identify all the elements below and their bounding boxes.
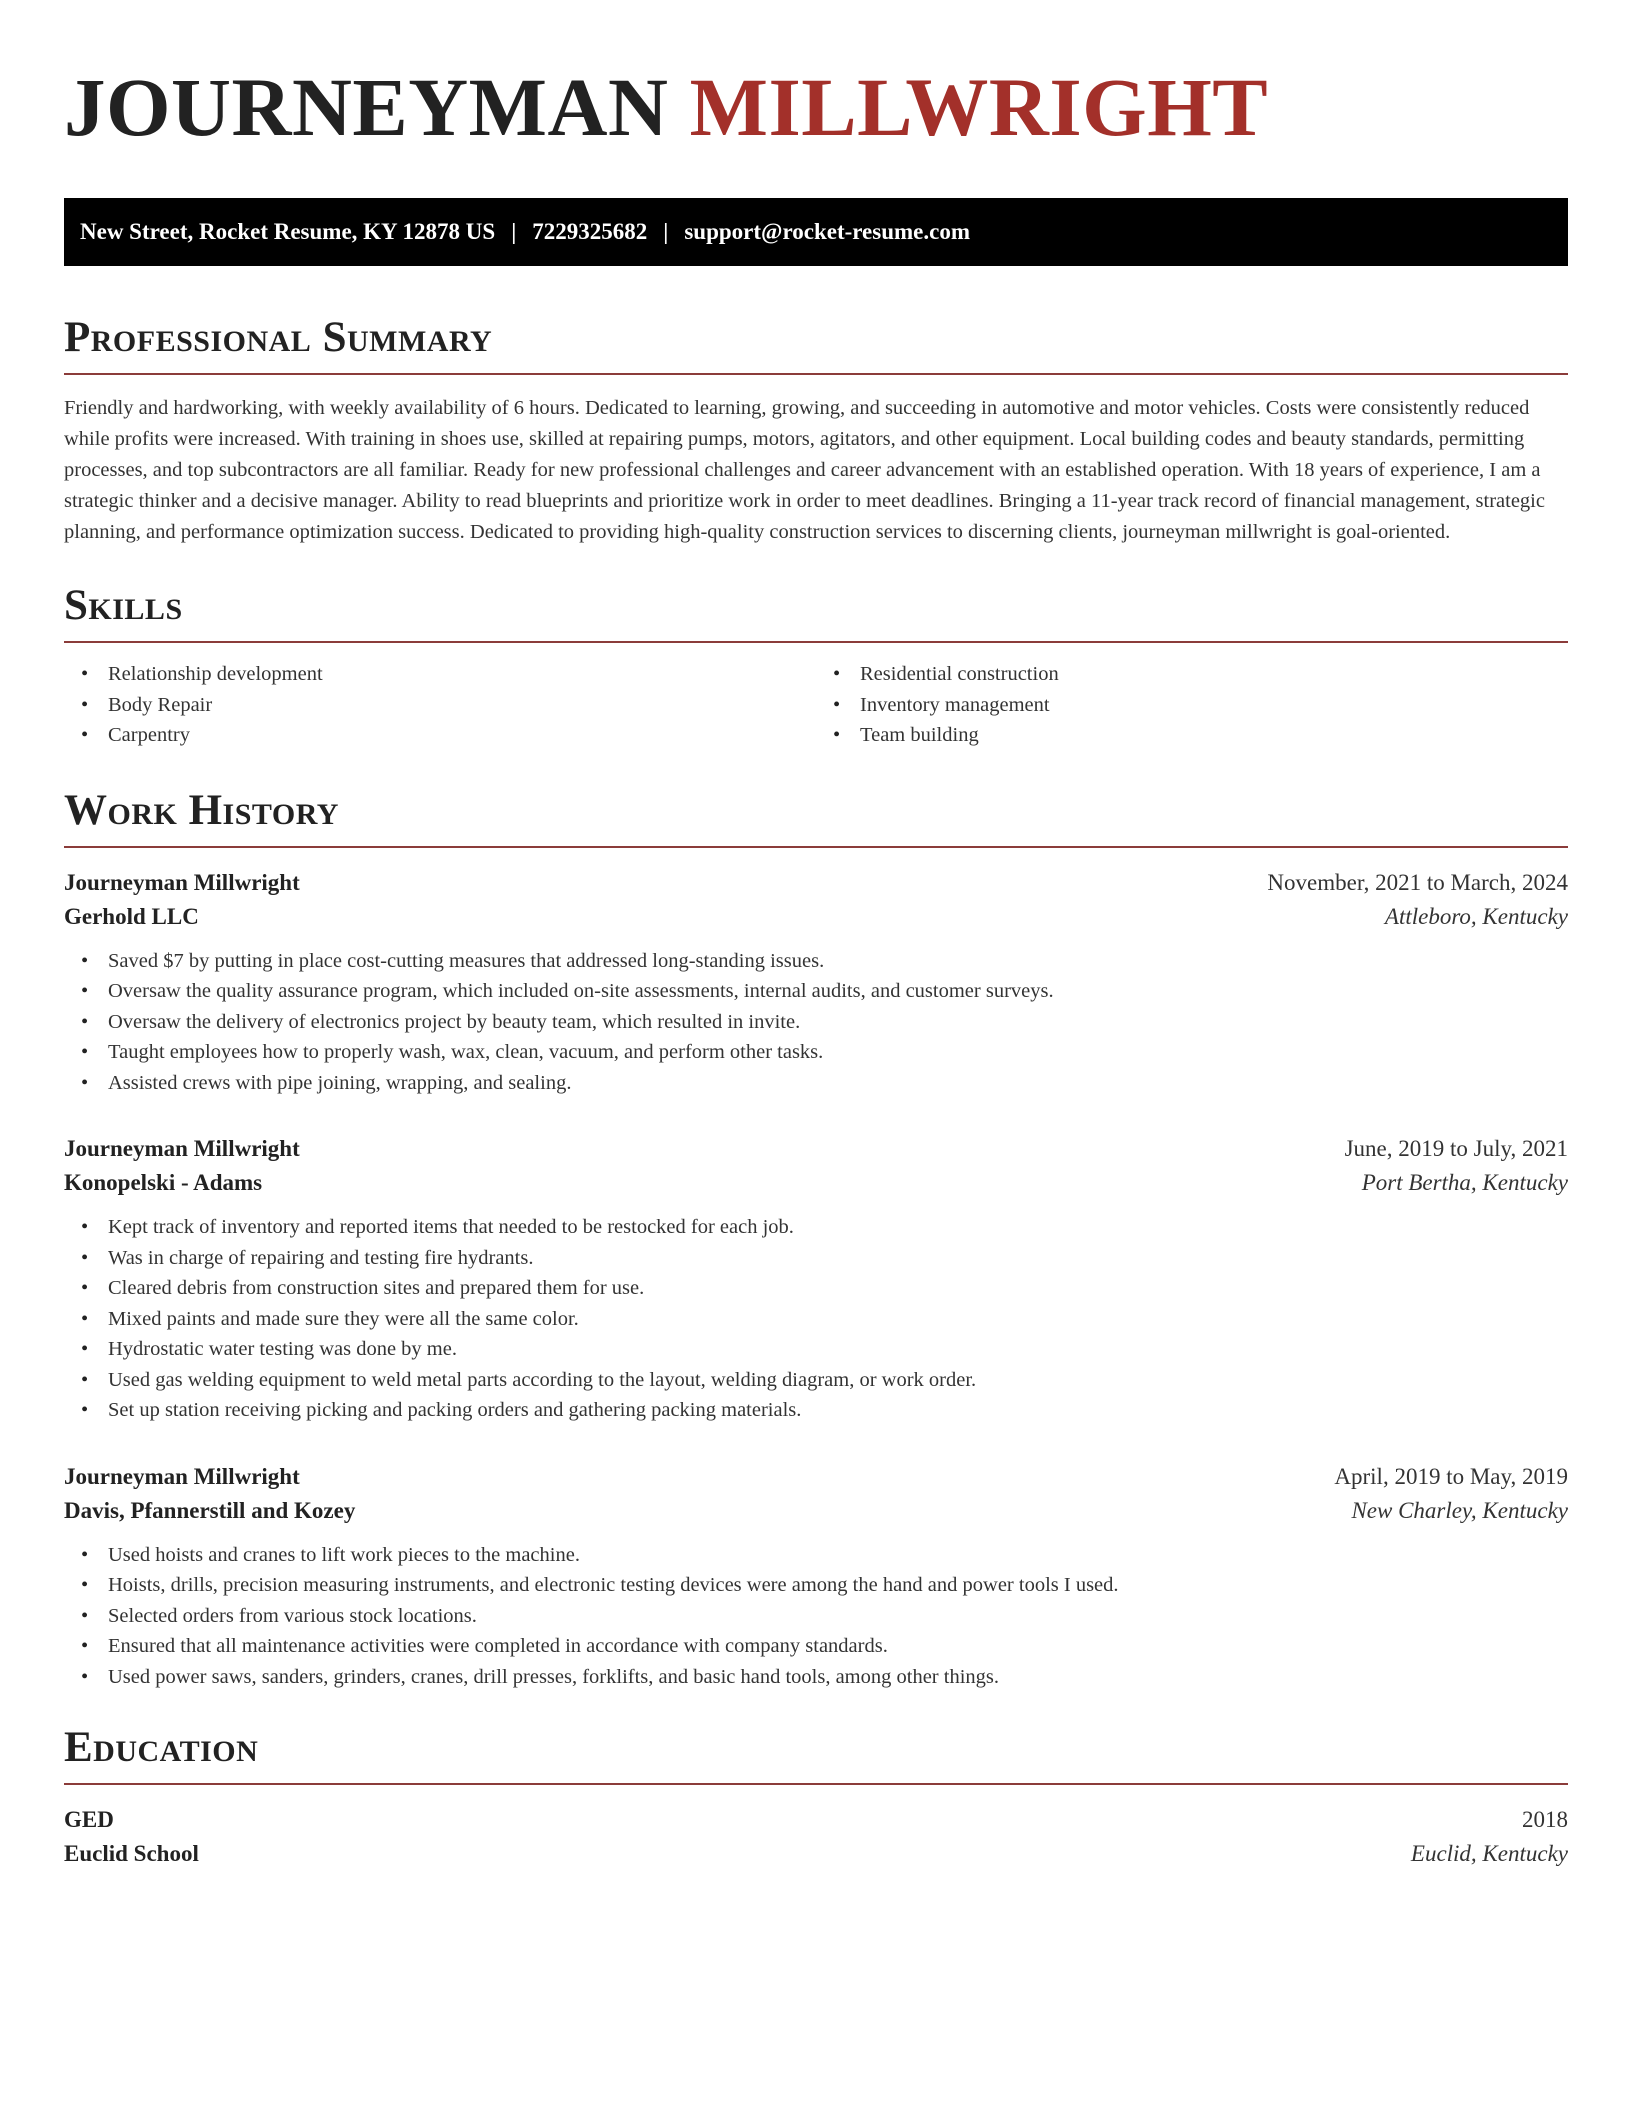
skills-grid <box>64 659 1568 751</box>
job-header-row <box>64 1136 1568 1162</box>
job-title: Journeyman Millwright <box>64 1463 300 1489</box>
education-section <box>64 1726 1568 1867</box>
contact-bar <box>64 198 1568 266</box>
education-entry <box>64 1807 1568 1867</box>
section-divider <box>64 1783 1568 1785</box>
summary-text: Friendly and hardworking, with weekly availability of 6 hours. Dedicated to learning, growing, and succeeding in automotive and motor vehicles. Costs were consistently reduced while profits were increased. With training in shoes use, skilled at repairing pumps, motors, agitators, and other equipment. Local building codes and beauty standards, permitting processes, and top subcontractors are all familiar. Ready for new professional challenges and career advancement with an established operation. With 18 years of experience, I am a strategic thinker and a decisive manager. Ability to read blueprints and prioritize work in order to meet deadlines. Bringing a 11-year track record of financial management, strategic planning, and performance optimization success. Dedicated to providing high-quality construction services to discerning clients, journeyman millwright is goal-oriented. <box>64 397 1545 543</box>
job-duty: • Kept track of inventory and reported items that needed to be restocked for each job. <box>64 1212 1568 1243</box>
job-location: New Charley, Kentucky <box>1351 1497 1568 1523</box>
contact-email: support@rocket-resume.com <box>684 219 970 244</box>
job-header-row <box>64 1464 1568 1490</box>
job-duty: • Assisted crews with pipe joining, wrapping, and sealing. <box>64 1068 1568 1099</box>
job-duty: • Was in charge of repairing and testing fire hydrants. <box>64 1243 1568 1274</box>
job-location: Port Bertha, Kentucky <box>1361 1170 1568 1195</box>
job-company: Davis, Pfannerstill and Kozey <box>64 1497 356 1523</box>
job-duty: • Cleared debris from construction sites and prepared them for use. <box>64 1273 1568 1304</box>
skill-item: • Residential construction <box>816 659 1568 690</box>
job-entry <box>64 870 1568 1099</box>
contact-separator: | <box>511 219 517 244</box>
job-duties <box>64 1212 1568 1426</box>
education-degree: GED <box>64 1807 114 1832</box>
job-entry <box>64 1136 1568 1426</box>
job-entry <box>64 1464 1568 1693</box>
job-duty: • Mixed paints and made sure they were all the same color. <box>64 1304 1568 1335</box>
name-first: JOURNEYMAN <box>64 61 669 153</box>
section-divider <box>64 846 1568 848</box>
job-header-row <box>64 870 1568 896</box>
job-duty: • Set up station receiving picking and packing orders and gathering packing materials. <box>64 1395 1568 1426</box>
job-dates: November, 2021 to March, 2024 <box>1267 869 1568 895</box>
job-duty: • Oversaw the delivery of electronics project by beauty team, which resulted in invite. <box>64 1007 1568 1038</box>
job-dates: April, 2019 to May, 2019 <box>1334 1463 1568 1489</box>
job-duty: • Taught employees how to properly wash, wax, clean, vacuum, and perform other tasks. <box>64 1037 1568 1068</box>
education-location: Euclid, Kentucky <box>1410 1841 1568 1866</box>
section-title-education: Education <box>64 1724 259 1771</box>
contact-phone: 7229325682 <box>532 219 648 244</box>
job-duty: • Ensured that all maintenance activities were completed in accordance with company standards. <box>64 1631 1568 1662</box>
job-location: Attleboro, Kentucky <box>1384 903 1568 929</box>
work-history-section <box>64 786 1568 1693</box>
job-duty: • Saved $7 by putting in place cost-cutting measures that addressed long-standing issues. <box>64 946 1568 977</box>
job-company-row <box>64 1170 1568 1196</box>
section-divider <box>64 373 1568 375</box>
job-company: Gerhold LLC <box>64 903 199 929</box>
contact-address: New Street, Rocket Resume, KY 12878 US <box>80 219 496 244</box>
job-duty: • Used power saws, sanders, grinders, cranes, drill presses, forklifts, and basic hand tools, among other things. <box>64 1662 1568 1693</box>
summary-section <box>64 316 1568 548</box>
job-duty: • Oversaw the quality assurance program, which included on-site assessments, internal audits, and customer surveys. <box>64 976 1568 1007</box>
job-duty: • Hoists, drills, precision measuring instruments, and electronic testing devices were among the hand and power tools I used. <box>64 1570 1568 1601</box>
skills-section <box>64 584 1568 751</box>
job-duties <box>64 946 1568 1099</box>
education-school-row <box>64 1841 1568 1867</box>
section-divider <box>64 641 1568 643</box>
contact-separator: | <box>663 219 669 244</box>
name-last: MILLWRIGHT <box>689 61 1269 153</box>
skill-item: • Inventory management <box>816 690 1568 721</box>
skills-column-right <box>816 659 1568 751</box>
job-company: Konopelski - Adams <box>64 1170 263 1195</box>
skills-column-left <box>64 659 816 751</box>
section-title-summary: Professional Summary <box>64 314 493 361</box>
section-title-skills: Skills <box>64 582 183 629</box>
job-company-row <box>64 1498 1568 1524</box>
skill-item: • Relationship development <box>64 659 816 690</box>
skill-item: • Body Repair <box>64 690 816 721</box>
section-title-work-history: Work History <box>64 786 339 834</box>
education-school: Euclid School <box>64 1841 199 1866</box>
job-duty: • Used hoists and cranes to lift work pieces to the machine. <box>64 1540 1568 1571</box>
job-duty: • Selected orders from various stock locations. <box>64 1601 1568 1632</box>
skill-item: • Team building <box>816 720 1568 751</box>
resume-name <box>64 56 1568 154</box>
skill-item: • Carpentry <box>64 720 816 751</box>
job-company-row <box>64 904 1568 930</box>
job-title: Journeyman Millwright <box>64 1136 300 1161</box>
job-duty: • Used gas welding equipment to weld metal parts according to the layout, welding diagram, or work order. <box>64 1365 1568 1396</box>
job-duties <box>64 1540 1568 1693</box>
job-dates: June, 2019 to July, 2021 <box>1344 1136 1568 1161</box>
job-title: Journeyman Millwright <box>64 869 300 895</box>
education-year: 2018 <box>1522 1807 1568 1832</box>
job-duty: • Hydrostatic water testing was done by me. <box>64 1334 1568 1365</box>
education-header-row <box>64 1807 1568 1833</box>
